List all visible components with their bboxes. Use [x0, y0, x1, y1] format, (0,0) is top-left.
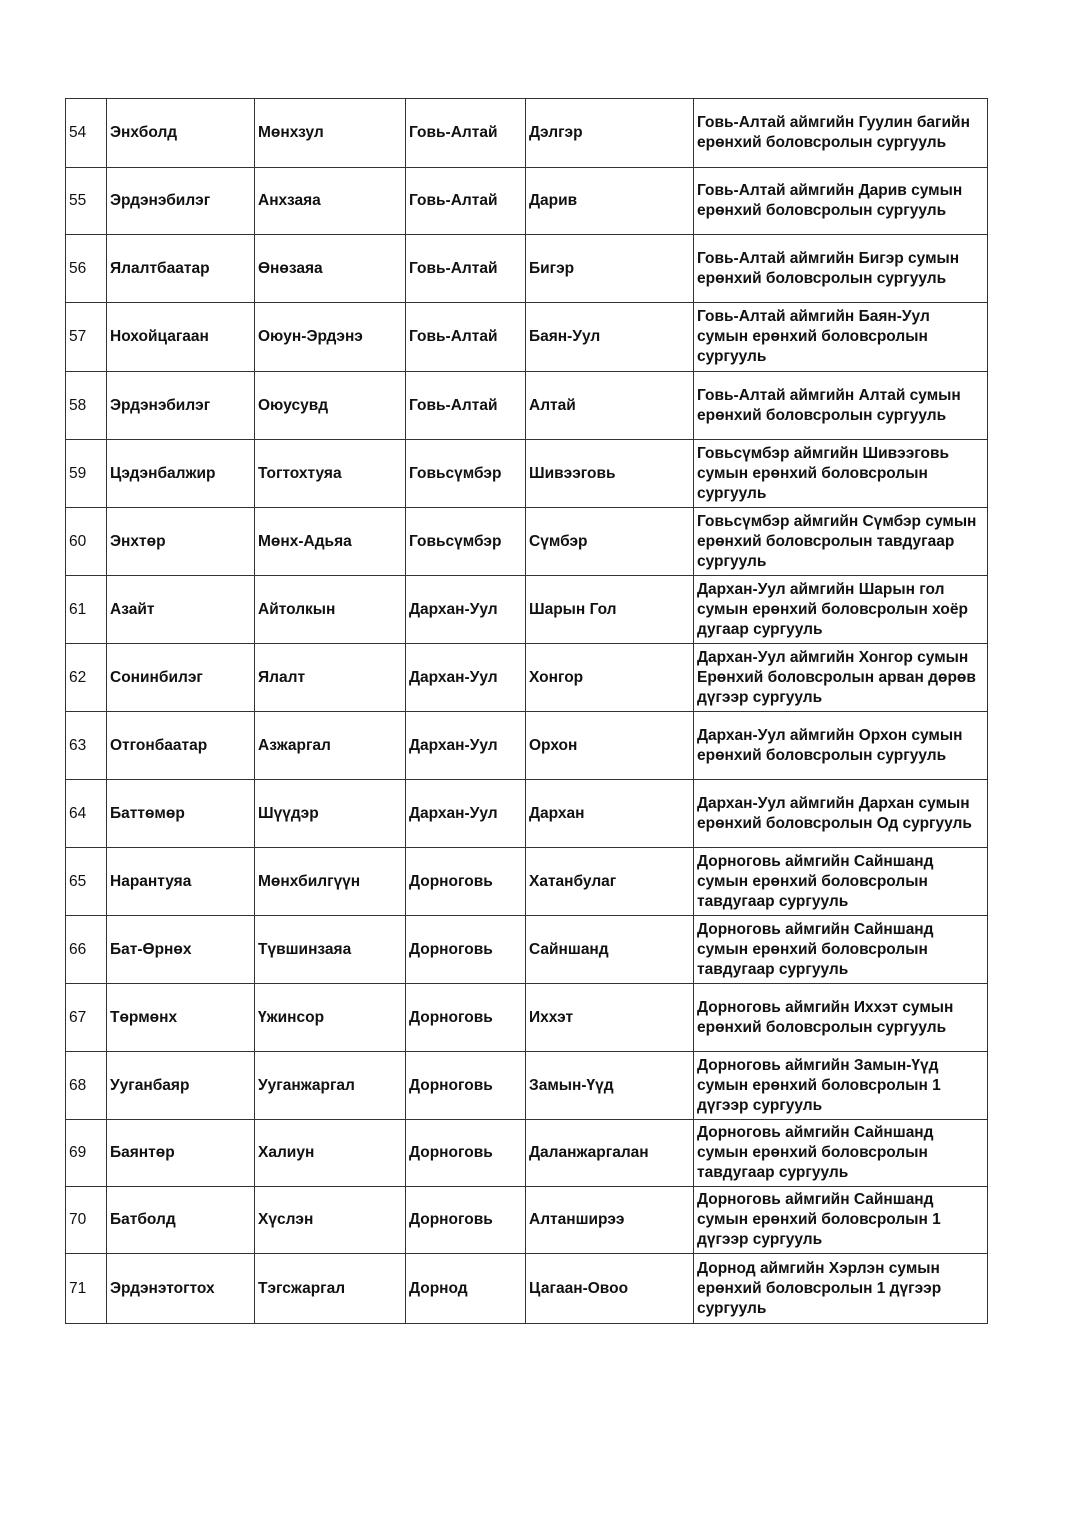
last-name-cell: Шүүдэр: [255, 780, 406, 848]
row-number: 67: [66, 984, 107, 1052]
school-cell: Дорноговь аймгийн Сайншанд сумын ерөнхий боловсролын тавдугаар сургууль: [694, 1120, 988, 1187]
aimag-cell: Дархан-Уул: [406, 780, 526, 848]
soum-cell: Сүмбэр: [526, 508, 694, 576]
school-cell: Говь-Алтай аймгийн Баян-Уул сумын ерөнхий боловсролын сургууль: [694, 303, 988, 372]
table-row: [66, 303, 988, 372]
soum-cell: Дарив: [526, 168, 694, 235]
last-name-cell: Мөнх-Адьяа: [255, 508, 406, 576]
aimag-cell: Дорноговь: [406, 1120, 526, 1187]
table-row: [66, 848, 988, 916]
first-name-cell: Төрмөнх: [107, 984, 255, 1052]
last-name-cell: Анхзаяа: [255, 168, 406, 235]
last-name-cell: Түвшинзаяа: [255, 916, 406, 984]
first-name-cell: Ялалтбаатар: [107, 235, 255, 303]
row-number: 66: [66, 916, 107, 984]
last-name-cell: Халиун: [255, 1120, 406, 1187]
aimag-cell: Дорноговь: [406, 1052, 526, 1120]
last-name-cell: Оюун-Эрдэнэ: [255, 303, 406, 372]
soum-cell: Бигэр: [526, 235, 694, 303]
aimag-cell: Дархан-Уул: [406, 576, 526, 644]
school-cell: Говьсүмбэр аймгийн Сүмбэр сумын ерөнхий боловсролын тавдугаар сургууль: [694, 508, 988, 576]
row-number: 68: [66, 1052, 107, 1120]
table-row: [66, 780, 988, 848]
last-name-cell: Тэгсжаргал: [255, 1254, 406, 1324]
first-name-cell: Азайт: [107, 576, 255, 644]
row-number: 64: [66, 780, 107, 848]
last-name-cell: Өнөзаяа: [255, 235, 406, 303]
first-name-cell: Баттөмөр: [107, 780, 255, 848]
row-number: 56: [66, 235, 107, 303]
table-body: [66, 99, 988, 1324]
soum-cell: Даланжаргалан: [526, 1120, 694, 1187]
row-number: 70: [66, 1187, 107, 1254]
school-cell: Говь-Алтай аймгийн Алтай сумын ерөнхий боловсролын сургууль: [694, 372, 988, 440]
table-row: [66, 508, 988, 576]
table-row: [66, 440, 988, 508]
school-cell: Дорноговь аймгийн Иххэт сумын ерөнхий боловсролын сургууль: [694, 984, 988, 1052]
first-name-cell: Отгонбаатар: [107, 712, 255, 780]
first-name-cell: Баянтөр: [107, 1120, 255, 1187]
school-cell: Говьсүмбэр аймгийн Шивээговь сумын ерөнхий боловсролын сургууль: [694, 440, 988, 508]
aimag-cell: Говь-Алтай: [406, 372, 526, 440]
row-number: 58: [66, 372, 107, 440]
row-number: 71: [66, 1254, 107, 1324]
row-number: 61: [66, 576, 107, 644]
last-name-cell: Үжинсор: [255, 984, 406, 1052]
first-name-cell: Нохойцагаан: [107, 303, 255, 372]
table-row: [66, 1254, 988, 1324]
soum-cell: Шарын Гол: [526, 576, 694, 644]
table-row: [66, 1052, 988, 1120]
participants-table: [65, 98, 988, 1324]
row-number: 55: [66, 168, 107, 235]
school-cell: Дархан-Уул аймгийн Дархан сумын ерөнхий боловсролын Од сургууль: [694, 780, 988, 848]
first-name-cell: Энхтөр: [107, 508, 255, 576]
school-cell: Дархан-Уул аймгийн Орхон сумын ерөнхий боловсролын сургууль: [694, 712, 988, 780]
soum-cell: Хонгор: [526, 644, 694, 712]
aimag-cell: Говь-Алтай: [406, 99, 526, 168]
aimag-cell: Говь-Алтай: [406, 303, 526, 372]
last-name-cell: Ууганжаргал: [255, 1052, 406, 1120]
soum-cell: Сайншанд: [526, 916, 694, 984]
soum-cell: Дархан: [526, 780, 694, 848]
soum-cell: Баян-Уул: [526, 303, 694, 372]
aimag-cell: Дархан-Уул: [406, 712, 526, 780]
soum-cell: Замын-Үүд: [526, 1052, 694, 1120]
first-name-cell: Сонинбилэг: [107, 644, 255, 712]
aimag-cell: Говьсүмбэр: [406, 508, 526, 576]
last-name-cell: Мөнхбилгүүн: [255, 848, 406, 916]
table-row: [66, 984, 988, 1052]
row-number: 57: [66, 303, 107, 372]
table-row: [66, 576, 988, 644]
aimag-cell: Дархан-Уул: [406, 644, 526, 712]
first-name-cell: Эрдэнэбилэг: [107, 372, 255, 440]
soum-cell: Шивээговь: [526, 440, 694, 508]
last-name-cell: Ялалт: [255, 644, 406, 712]
document-page: [65, 98, 987, 1324]
first-name-cell: Цэдэнбалжир: [107, 440, 255, 508]
school-cell: Дорноговь аймгийн Сайншанд сумын ерөнхий боловсролын 1 дүгээр сургууль: [694, 1187, 988, 1254]
first-name-cell: Бат-Өрнөх: [107, 916, 255, 984]
table-row: [66, 99, 988, 168]
soum-cell: Иххэт: [526, 984, 694, 1052]
row-number: 65: [66, 848, 107, 916]
school-cell: Дорноговь аймгийн Сайншанд сумын ерөнхий боловсролын тавдугаар сургууль: [694, 848, 988, 916]
aimag-cell: Дорноговь: [406, 848, 526, 916]
aimag-cell: Дорнод: [406, 1254, 526, 1324]
aimag-cell: Говь-Алтай: [406, 235, 526, 303]
school-cell: Дархан-Уул аймгийн Хонгор сумын Ерөнхий боловсролын арван дөрөв дүгээр сургууль: [694, 644, 988, 712]
row-number: 60: [66, 508, 107, 576]
last-name-cell: Оюусувд: [255, 372, 406, 440]
first-name-cell: Ууганбаяр: [107, 1052, 255, 1120]
table-row: [66, 235, 988, 303]
table-row: [66, 168, 988, 235]
school-cell: Дорноговь аймгийн Сайншанд сумын ерөнхий боловсролын тавдугаар сургууль: [694, 916, 988, 984]
soum-cell: Цагаан-Овоо: [526, 1254, 694, 1324]
table-row: [66, 1120, 988, 1187]
school-cell: Дархан-Уул аймгийн Шарын гол сумын ерөнхий боловсролын хоёр дугаар сургууль: [694, 576, 988, 644]
last-name-cell: Азжаргал: [255, 712, 406, 780]
first-name-cell: Эрдэнэбилэг: [107, 168, 255, 235]
soum-cell: Дэлгэр: [526, 99, 694, 168]
aimag-cell: Дорноговь: [406, 916, 526, 984]
first-name-cell: Энхболд: [107, 99, 255, 168]
school-cell: Дорнод аймгийн Хэрлэн сумын ерөнхий боловсролын 1 дүгээр сургууль: [694, 1254, 988, 1324]
aimag-cell: Дорноговь: [406, 984, 526, 1052]
row-number: 59: [66, 440, 107, 508]
row-number: 54: [66, 99, 107, 168]
school-cell: Дорноговь аймгийн Замын-Үүд сумын ерөнхий боловсролын 1 дүгээр сургууль: [694, 1052, 988, 1120]
last-name-cell: Хүслэн: [255, 1187, 406, 1254]
last-name-cell: Мөнхзул: [255, 99, 406, 168]
table-row: [66, 712, 988, 780]
school-cell: Говь-Алтай аймгийн Дарив сумын ерөнхий боловсролын сургууль: [694, 168, 988, 235]
soum-cell: Орхон: [526, 712, 694, 780]
last-name-cell: Тогтохтуяа: [255, 440, 406, 508]
last-name-cell: Айтолкын: [255, 576, 406, 644]
soum-cell: Хатанбулаг: [526, 848, 694, 916]
aimag-cell: Говь-Алтай: [406, 168, 526, 235]
row-number: 62: [66, 644, 107, 712]
school-cell: Говь-Алтай аймгийн Бигэр сумын ерөнхий боловсролын сургууль: [694, 235, 988, 303]
table-row: [66, 372, 988, 440]
first-name-cell: Эрдэнэтогтох: [107, 1254, 255, 1324]
table-row: [66, 644, 988, 712]
row-number: 63: [66, 712, 107, 780]
table-row: [66, 1187, 988, 1254]
first-name-cell: Нарантуяа: [107, 848, 255, 916]
school-cell: Говь-Алтай аймгийн Гуулин багийн ерөнхий боловсролын сургууль: [694, 99, 988, 168]
soum-cell: Алтанширээ: [526, 1187, 694, 1254]
aimag-cell: Говьсүмбэр: [406, 440, 526, 508]
aimag-cell: Дорноговь: [406, 1187, 526, 1254]
first-name-cell: Батболд: [107, 1187, 255, 1254]
row-number: 69: [66, 1120, 107, 1187]
table-row: [66, 916, 988, 984]
soum-cell: Алтай: [526, 372, 694, 440]
